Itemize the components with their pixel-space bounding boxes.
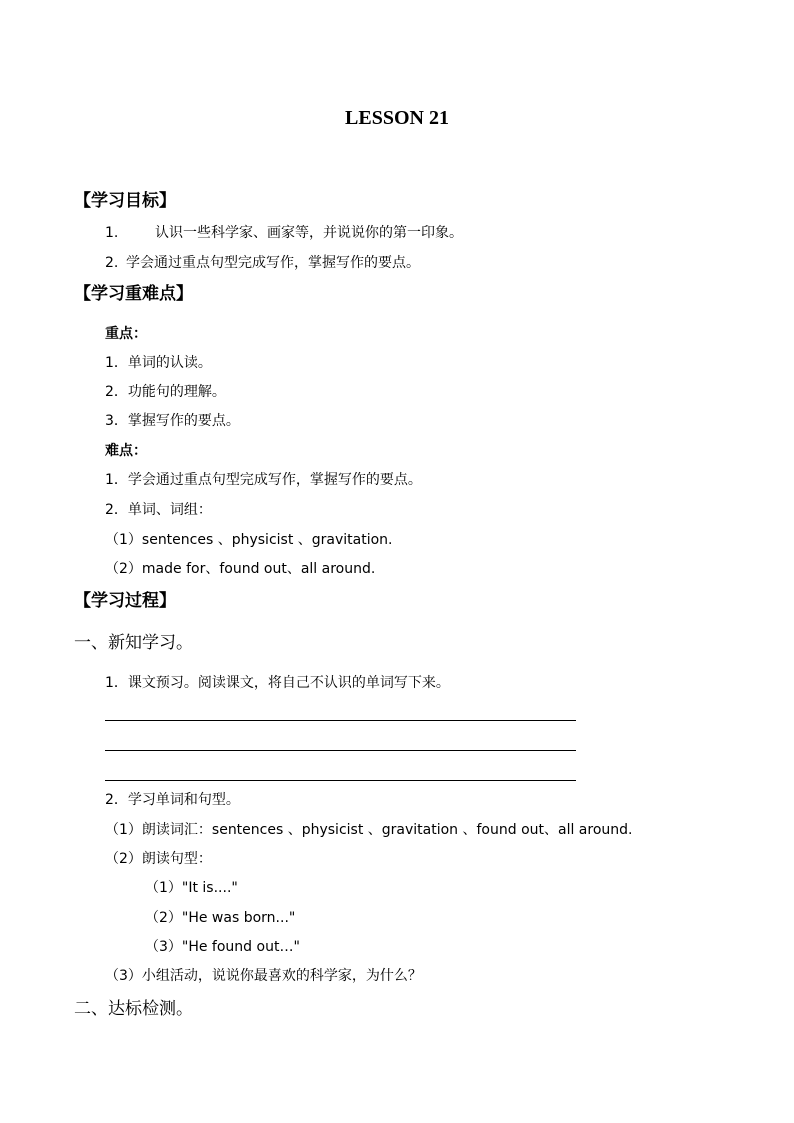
answer-line-2 [105,750,576,751]
focus-label: 重点： [105,326,147,342]
step-one: 1．课文预习。阅读课文，将自己不认识的单词写下来。 [105,675,450,691]
section-heading-goals: 【学习目标】 [74,191,176,211]
difficulty-label: 难点： [105,443,147,459]
phrase-item-1: （1）sentences 、physicist 、gravitation. [105,532,393,548]
sentence-pattern-3: （3）"He found out…" [145,939,300,955]
goal-text-2: 学会通过重点句型完成写作，掌握写作的要点。 [126,255,420,271]
sub-step-1: （1）朗读词汇：sentences 、physicist 、gravitation 、found out、all around. [105,822,633,838]
sub-step-3: （3）小组活动，说说你最喜欢的科学家，为什么？ [105,968,422,984]
goal-text-1: 认识一些科学家、画家等，并说说你的第一印象。 [155,225,463,241]
answer-line-3 [105,780,576,781]
focus-item-3: 3．掌握写作的要点。 [105,413,240,429]
difficulty-item-1: 1．学会通过重点句型完成写作，掌握写作的要点。 [105,472,422,488]
focus-item-2: 2．功能句的理解。 [105,384,226,400]
sub-step-2: （2）朗读句型： [105,851,212,867]
part-two-heading: 二、达标检测。 [74,999,193,1019]
goal-number-1: 1. [105,225,119,241]
phrase-item-2: （2）made for、found out、all around. [105,561,376,577]
section-heading-key-points: 【学习重难点】 [74,284,193,304]
answer-line-1 [105,720,576,721]
sentence-pattern-2: （2）"He was born..." [145,910,296,926]
sentence-pattern-1: （1）"It is...." [145,880,238,896]
difficulty-item-2: 2．单词、词组： [105,502,212,518]
focus-item-1: 1．单词的认读。 [105,355,212,371]
part-one-heading: 一、新知学习。 [74,633,193,653]
document-title: LESSON 21 [345,107,449,129]
section-heading-process: 【学习过程】 [74,591,176,611]
goal-number-2: 2. [105,255,119,271]
step-two: 2．学习单词和句型。 [105,792,240,808]
